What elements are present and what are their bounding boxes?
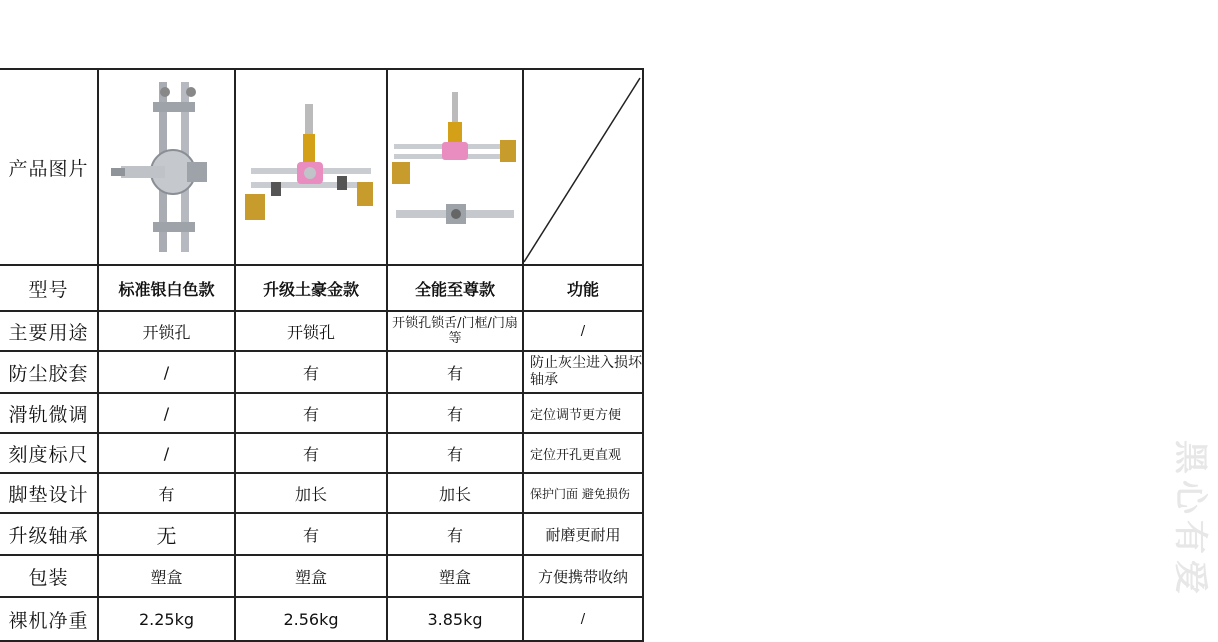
use-value: 开锁孔锁舌/门框/门扇等 — [387, 311, 523, 351]
row-label-weight: 裸机净重 — [0, 597, 98, 641]
watermark-text: 黑心有爱 — [1170, 440, 1210, 600]
function-package: 方便携带收纳 — [523, 555, 643, 597]
foot-value: 加长 — [235, 473, 387, 513]
row-label-image: 产品图片 — [0, 69, 98, 265]
weight-value: 3.85kg — [387, 597, 523, 641]
dust-value: / — [98, 351, 235, 393]
rail-value: / — [98, 393, 235, 433]
package-value: 塑盒 — [387, 555, 523, 597]
model-name: 升级土豪金款 — [235, 265, 387, 311]
use-value: 开锁孔 — [235, 311, 387, 351]
dust-value: 有 — [235, 351, 387, 393]
rail-value: 有 — [235, 393, 387, 433]
row-label-package: 包装 — [0, 555, 98, 597]
use-value: 开锁孔 — [98, 311, 235, 351]
foot-value: 加长 — [387, 473, 523, 513]
function-rail: 定位调节更方便 — [523, 393, 643, 433]
function-scale: 定位开孔更直观 — [523, 433, 643, 473]
foot-value: 有 — [98, 473, 235, 513]
bearing-value: 无 — [98, 513, 235, 555]
model-name: 标准银白色款 — [98, 265, 235, 311]
weight-value: 2.56kg — [235, 597, 387, 641]
package-value: 塑盒 — [98, 555, 235, 597]
bearing-value: 有 — [387, 513, 523, 555]
row-label-rail: 滑轨微调 — [0, 393, 98, 433]
scale-value: / — [98, 433, 235, 473]
dust-value: 有 — [387, 351, 523, 393]
function-foot: 保护门面 避免损伤 — [523, 473, 643, 513]
package-value: 塑盒 — [235, 555, 387, 597]
row-label-use: 主要用途 — [0, 311, 98, 351]
function-dust: 防止灰尘进入损坏轴承 — [523, 351, 643, 393]
row-label-foot: 脚垫设计 — [0, 473, 98, 513]
row-label-bearing: 升级轴承 — [0, 513, 98, 555]
rail-value: 有 — [387, 393, 523, 433]
function-header: 功能 — [523, 265, 643, 311]
weight-value: 2.25kg — [98, 597, 235, 641]
bearing-value: 有 — [235, 513, 387, 555]
row-label-model: 型号 — [0, 265, 98, 311]
scale-value: 有 — [387, 433, 523, 473]
function-use: / — [523, 311, 643, 351]
row-label-scale: 刻度标尺 — [0, 433, 98, 473]
model-name: 全能至尊款 — [387, 265, 523, 311]
scale-value: 有 — [235, 433, 387, 473]
row-label-dust: 防尘胶套 — [0, 351, 98, 393]
function-bearing: 耐磨更耐用 — [523, 513, 643, 555]
function-weight: / — [523, 597, 643, 641]
